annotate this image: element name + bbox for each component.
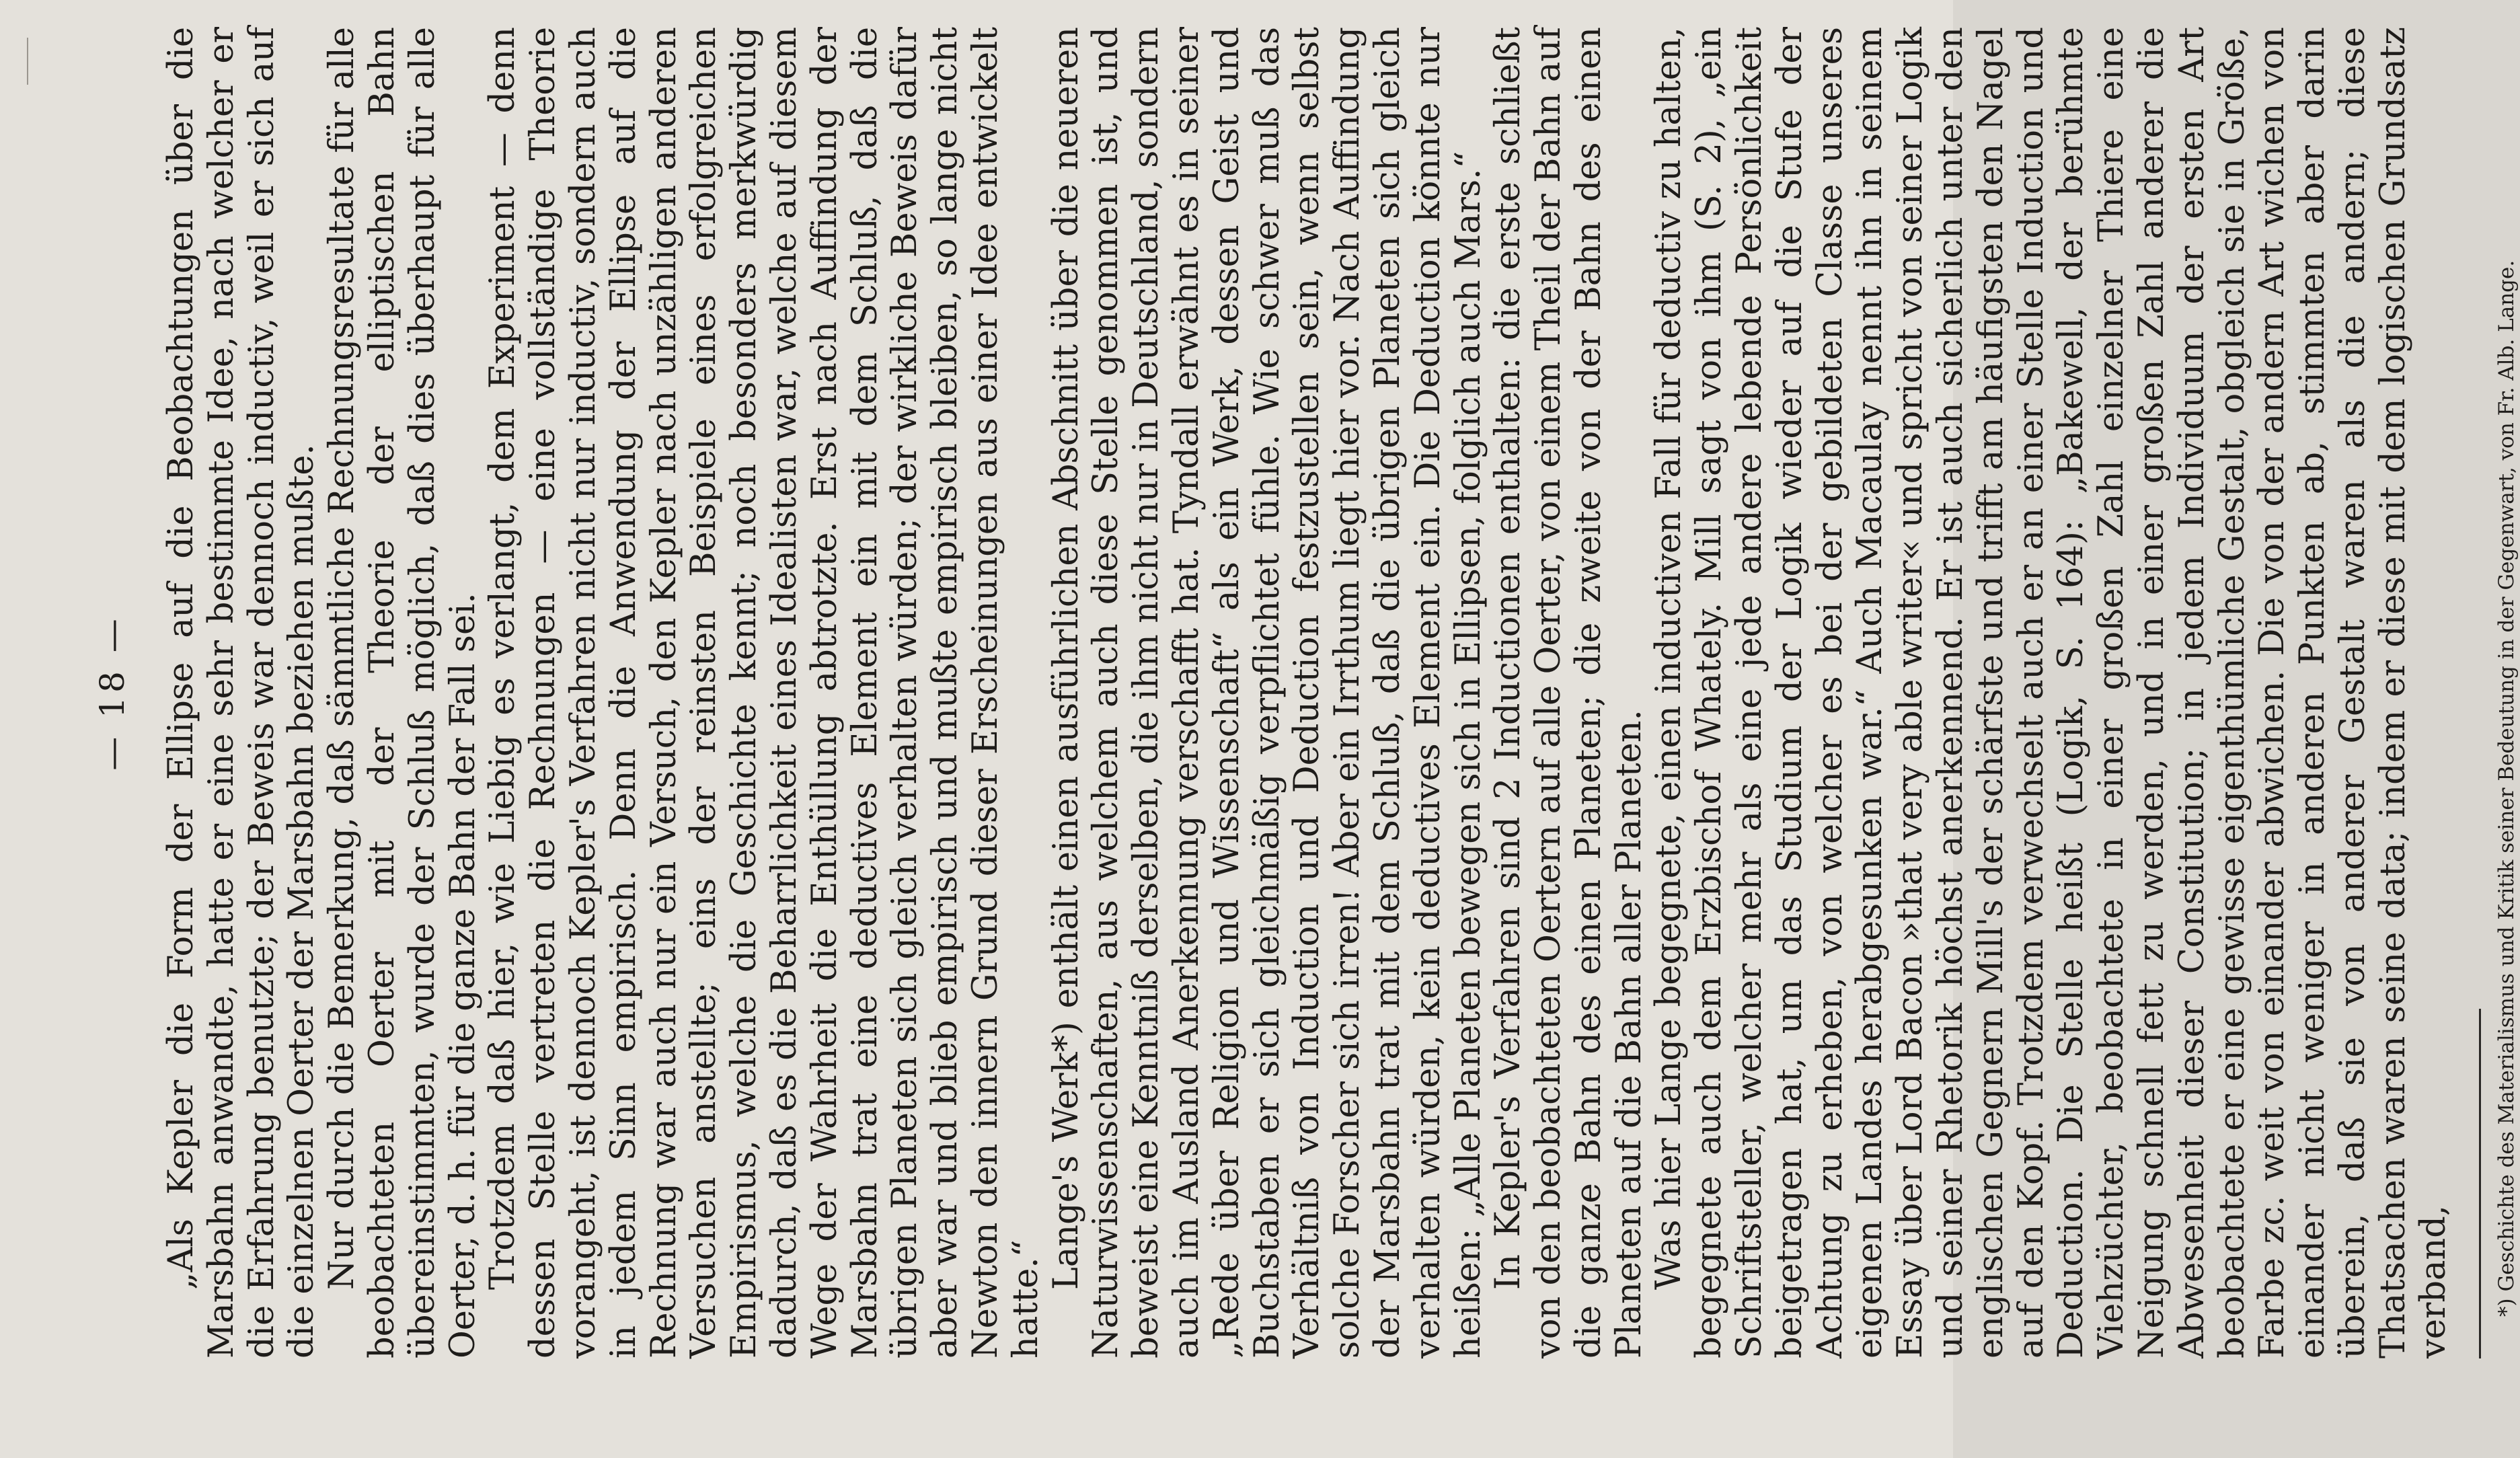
margin-mark <box>27 38 38 85</box>
paragraph-6: Was hier Lange begegnete, einen inductiven Fall für deductiv zu halten, begegnete auch dem Erzbischof Whately. Mill sagt von ihm (S. 2), „ein Schriftsteller, welcher mehr als eine jede andere lebende Persönlichkeit beigetragen hat, um das Studium der Logik wieder auf die Stufe der Achtung zu erheben, von welcher es bei der gebildeten Classe unseres eigenen Landes herabgesunken war.“ Auch Macaulay nennt ihn in seinem Essay über Lord Bacon »that very able writer« und spricht von seiner Logik und seiner Rhetorik höchst anerkennend. Er ist auch sicherlich unter den englischen Gegnern Mill's der schärfste und trifft am häufigsten den Nagel auf den Kopf. Trotzdem verwechselt auch er an einer Stelle Induction und Deduction. Die Stelle heißt (Logik, S. 164): „Bakewell, der berühmte Viehzüchter, beobachtete in einer großen Zahl einzelner Thiere eine Neigung schnell fett zu werden, und in einer großen Zahl anderer die Abwesenheit dieser Constitution; in jedem Individuum der ersten Art beobachtete er eine gewisse eigenthümliche Gestalt, obgleich sie in Größe, Farbe zc. weit von einander abwichen. Die von der andern Art wichen von einander nicht weniger in anderen Punkten ab, stimmten aber darin überein, daß sie von anderer Gestalt waren als die andern; diese Thatsachen waren seine data; indem er diese mit dem logischen Grundsatz verband, <box>1649 27 2453 1358</box>
page-number: — 18 — <box>93 615 132 771</box>
text-block <box>93 27 2520 1358</box>
paragraph-4: Lange's Werk*) enthält einen ausführlichen Abschnitt über die neueren Naturwissenschaften, aus welchem auch diese Stelle genommen ist, und beweist eine Kenntniß derselben, die ihm nicht nur in Deutschland, sondern auch im Ausland Anerkennung verschafft hat. Tyndall erwähnt es in seiner „Rede über Religion und Wissenschaft“ als ein Werk, dessen Geist und Buchstaben er sich gleichmäßig verpflichtet fühle. Wie schwer muß das Verhältniß von Induction und Deduction festzustellen sein, wenn selbst solche Forscher sich irren! Aber ein Irrthum liegt hier vor. Nach Auffindung der Marsbahn trat mit dem Schluß, daß die übrigen Planeten sich gleich verhalten würden, kein deductives Element ein. Die Deduction könnte nur heißen: „Alle Planeten bewegen sich in Ellipsen, folglich auch Mars.“ <box>1046 27 1488 1358</box>
body-text <box>161 27 2453 1358</box>
paragraph-3: Trotzdem daß hier, wie Liebig es verlangt, dem Experiment — denn dessen Stelle vertreten die Rechnungen — eine vollständige Theorie vorangeht, ist dennoch Kepler's Verfahren nicht nur inductiv, sondern auch in jedem Sinn empirisch. Denn die Anwendung der Ellipse auf die Rechnung war auch nur ein Versuch, den Kepler nach unzähligen anderen Versuchen anstellte; eins der reinsten Beispiele eines erfolgreichen Empirismus, welche die Geschichte kennt; noch besonders merkwürdig dadurch, daß es die Beharrlichkeit eines Idealisten war, welche auf diesem Wege der Wahrheit die Enthüllung abtrotzte. Erst nach Auffindung der Marsbahn trat eine deductives Element ein mit dem Schluß, daß die übrigen Planeten sich gleich verhalten würden; der wirkliche Beweis dafür aber war und blieb empirisch und mußte empirisch bleiben, so lange nicht Newton den innern Grund dieser Erscheinungen aus einer Idee entwickelt hatte.“ <box>483 27 1046 1358</box>
footnote: *) Geschichte des Materialismus und Kritik seiner Bedeutung in der Gegenwart, von Fr. Alb. Lange. <box>2494 260 2519 1317</box>
paragraph-5: In Kepler's Verfahren sind 2 Inductionen enthalten: die erste schließt von den beobachteten Oertern auf alle Oerter, von einem Theil der Bahn auf die ganze Bahn des einen Planeten; die zweite von der Bahn des einen Planeten auf die Bahn aller Planeten. <box>1488 27 1649 1358</box>
paragraph-2: Nur durch die Bemerkung, daß sämmtliche Rechnungsresultate für alle beobachteten Oerter mit der Theorie der elliptischen Bahn übereinstimmten, wurde der Schluß möglich, daß dies überhaupt für alle Oerter, d. h. für die ganze Bahn der Fall sei. <box>322 27 483 1358</box>
paragraph-1: „Als Kepler die Form der Ellipse auf die Beobachtungen über die Marsbahn anwandte, hatte er eine sehr bestimmte Idee, nach welcher er die Erfahrung benutzte; der Beweis war dennoch inductiv, weil er sich auf die einzelnen Oerter der Marsbahn beziehen mußte. <box>161 27 322 1358</box>
footnote-rule <box>2479 1009 2481 1358</box>
